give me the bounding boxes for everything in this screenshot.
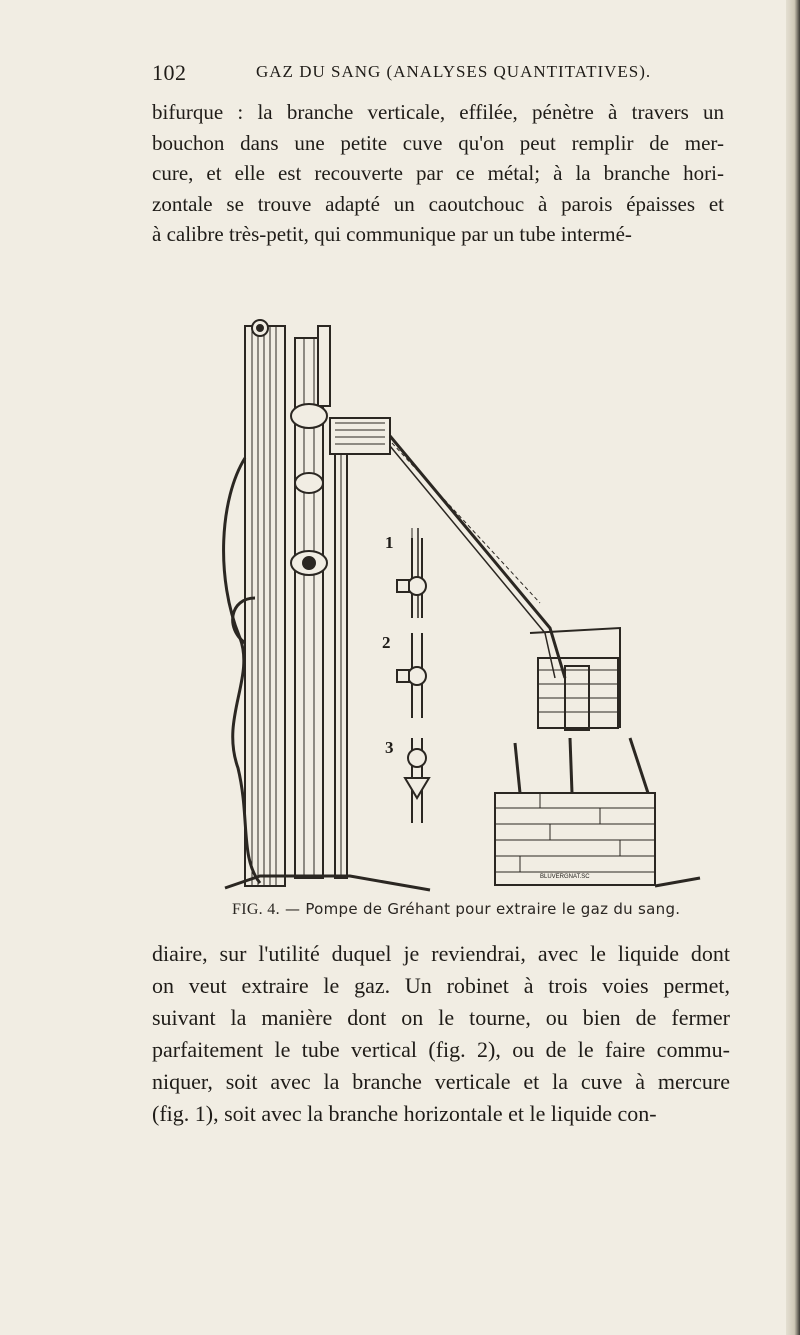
stopcock-detail-1 [397, 538, 426, 618]
stopcock-detail-3 [405, 738, 429, 823]
text-line: suivant la manière dont on le tourne, ou bien de fermer [152, 1005, 730, 1030]
engraver-signature: BLUVERGNAT.SC [540, 874, 590, 880]
figure-label-1: 1 [385, 533, 394, 552]
paragraph-top [152, 97, 724, 250]
text-line: (fig. 1), soit avec la branche horizontale et le liquide con- [152, 1101, 657, 1126]
caption-text: — Pompe de Gréhant pour extraire le gaz du sang. [284, 900, 681, 918]
figure-label-3: 3 [385, 738, 394, 757]
text-line: bifurque : la branche verticale, effilée, pénètre à travers un [152, 100, 724, 124]
text-line: cure, et elle est recouverte par ce métal; à la branche hori- [152, 161, 724, 185]
text-line: diaire, sur l'utilité duquel je reviendrai, avec le liquide dont [152, 941, 730, 966]
stopcock-detail-2 [397, 633, 426, 718]
caption-fig-label: FIG. 4. [232, 901, 280, 918]
page-number: 102 [152, 60, 187, 85]
pump-engraving [200, 298, 720, 896]
paragraph-bottom [152, 938, 730, 1130]
page-edge-shadow [786, 0, 800, 1335]
text-line: parfaitement le tube vertical (fig. 2), ou de le faire commu- [152, 1037, 730, 1062]
figure-caption [232, 900, 712, 919]
text-line: à calibre très-petit, qui communique par un tube intermé- [152, 222, 632, 246]
text-line: bouchon dans une petite cuve qu'on peut remplir de mer- [152, 130, 724, 155]
text-line: on veut extraire le gaz. Un robinet à trois voies permet, [152, 973, 730, 998]
running-title: GAZ DU SANG (ANALYSES QUANTITATIVES). [256, 62, 652, 81]
figure-label-2: 2 [382, 633, 391, 652]
text-line: niquer, soit avec la branche verticale et la cuve à mercure [152, 1069, 730, 1094]
text-line: zontale se trouve adapté un caoutchouc à parois épaisses et [152, 191, 724, 216]
page-header [152, 60, 712, 94]
left-column [245, 326, 285, 886]
figure-grehant-pump [200, 298, 720, 896]
